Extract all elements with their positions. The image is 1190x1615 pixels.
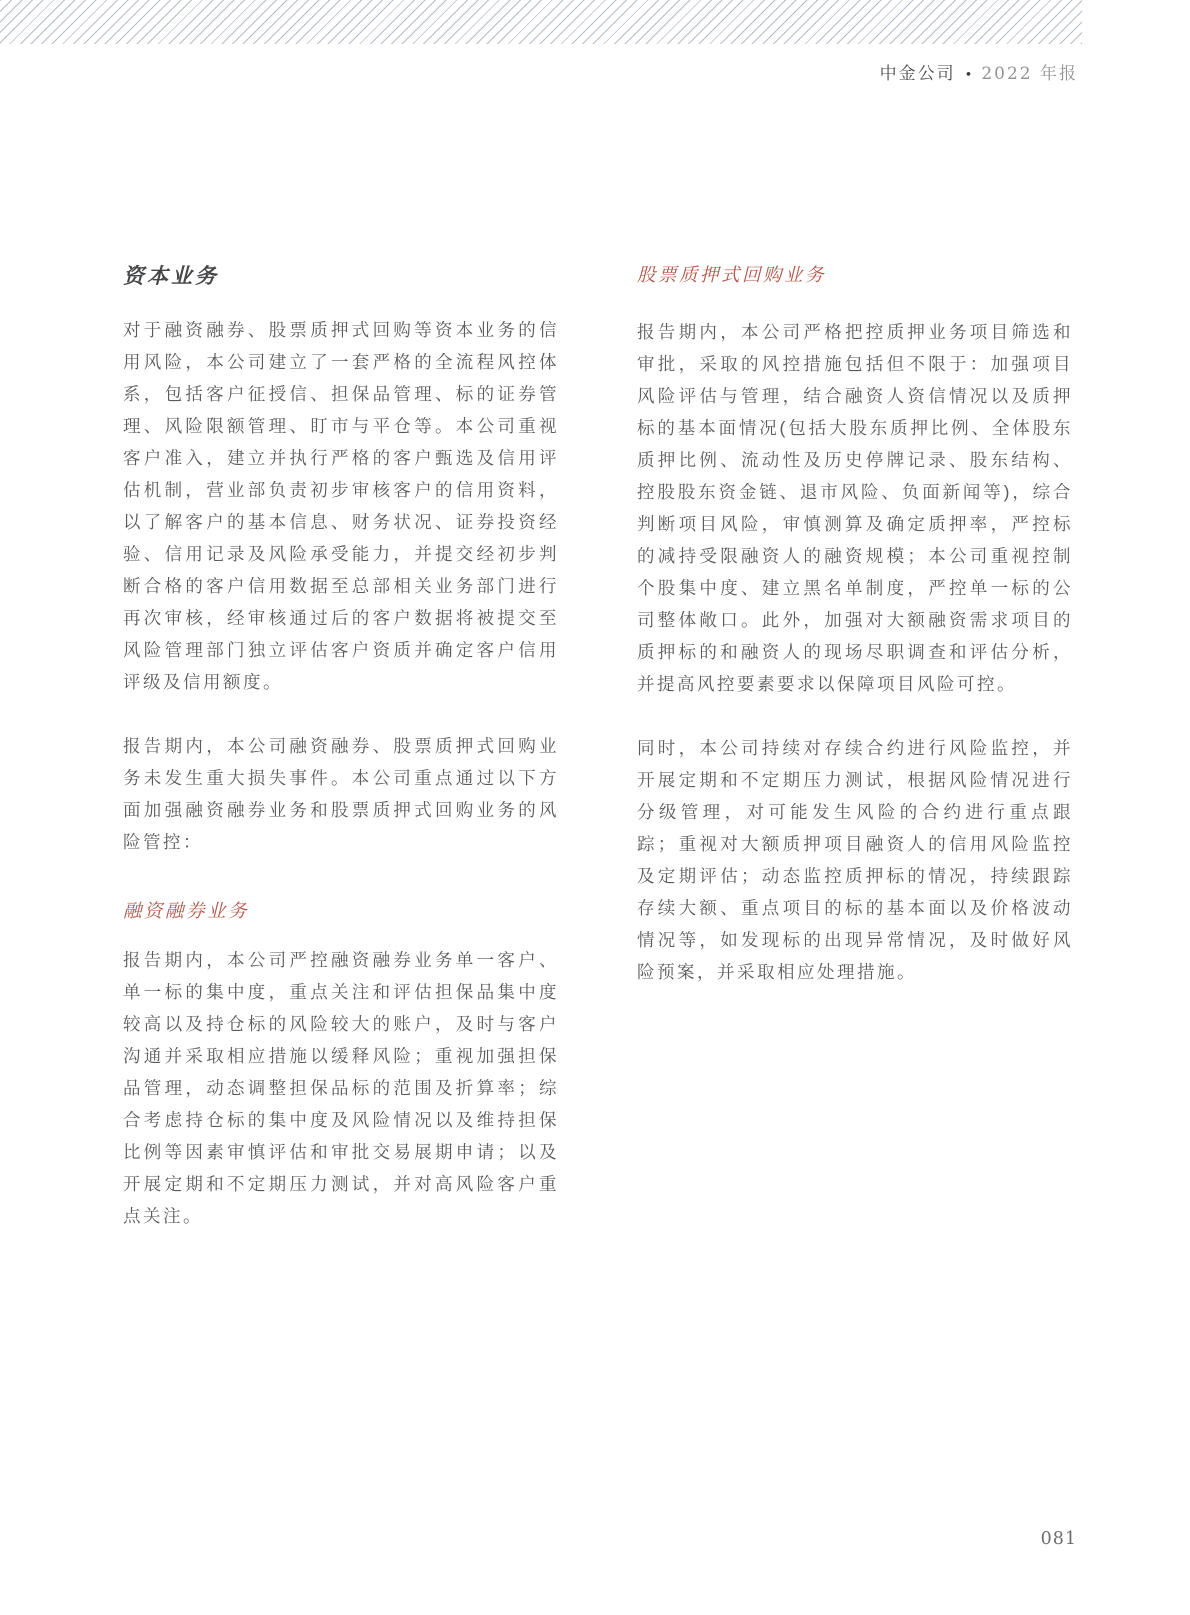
paragraph-margin-trading-controls: 报告期内，本公司严控融资融券业务单一客户、单一标的集中度，重点关注和评估担保品集中度较高以及持仓标的风险较大的账户，及时与客户沟通并采取相应措施以缓释风险；重视加强担保品管理，动态调整担保品标的范围及折算率；综合考虑持仓标的集中度及风险情况以及维持担保比例等因素审慎评估和审批交易展期申请；以及开展定期和不定期压力测试，并对高风险客户重点关注。 [123, 950, 559, 1226]
company-name: 中金公司 [879, 64, 956, 84]
report-title: 2022 年报 [981, 64, 1078, 84]
sub-title-margin-trading: 融资融券业务 [123, 901, 250, 922]
right-column [637, 262, 1073, 988]
paragraph-ongoing-contract-monitoring: 同时，本公司持续对存续合约进行风险监控，并开展定期和不定期压力测试，根据风险情况进行分级管理，对可能发生风险的合约进行重点跟踪；重视对大额质押项目融资人的信用风险监控及定期评估；动态监控质押标的情况，持续跟踪存续大额、重点项目的标的基本面以及价格波动情况等，如发现标的出现异常情况，及时做好风险预案，并采取相应处理措施。 [637, 738, 1073, 982]
running-header [880, 62, 1078, 88]
sub-title-stock-pledge-repo: 股票质押式回购业务 [637, 265, 827, 286]
section-title-capital-business: 资本业务 [123, 263, 219, 288]
left-column [123, 262, 559, 1232]
paragraph-no-major-loss: 报告期内，本公司融资融券、股票质押式回购业务未发生重大损失事件。本公司重点通过以下方面加强融资融券业务和股票质押式回购业务的风险管控： [123, 736, 559, 852]
paragraph-pledge-project-screening: 报告期内，本公司严格把控质押业务项目筛选和审批，采取的风控措施包括但不限于：加强项目风险评估与管理，结合融资人资信情况以及质押标的基本面情况(包括大股东质押比例、全体股东质押比例、流动性及历史停牌记录、股东结构、控股股东资金链、退市风险、负面新闻等)，综合判断项目风险，审慎测算及确定质押率，严控标的减持受限融资人的融资规模；本公司重视控制个股集中度、建立黑名单制度，严控单一标的公司整体敞口。此外，加强对大额融资需求项目的质押标的和融资人的现场尽职调查和评估分析，并提高风控要素要求以保障项目风险可控。 [637, 322, 1073, 694]
separator-dot-icon: • [964, 68, 973, 83]
paragraph-credit-risk-framework: 对于融资融券、股票质押式回购等资本业务的信用风险，本公司建立了一套严格的全流程风控体系，包括客户征授信、担保品管理、标的证券管理、风险限额管理、盯市与平仓等。本公司重视客户准入，建立并执行严格的客户甄选及信用评估机制，营业部负责初步审核客户的信用资料，以了解客户的基本信息、财务状况、证券投资经验、信用记录及风险承受能力，并提交经初步判断合格的客户信用数据至总部相关业务部门进行再次审核，经审核通过后的客户数据将被提交至风险管理部门独立评估客户资质并确定客户信用评级及信用额度。 [123, 320, 559, 692]
diagonal-hatch-band [0, 0, 1082, 44]
page-number: 081 [1040, 1529, 1077, 1549]
